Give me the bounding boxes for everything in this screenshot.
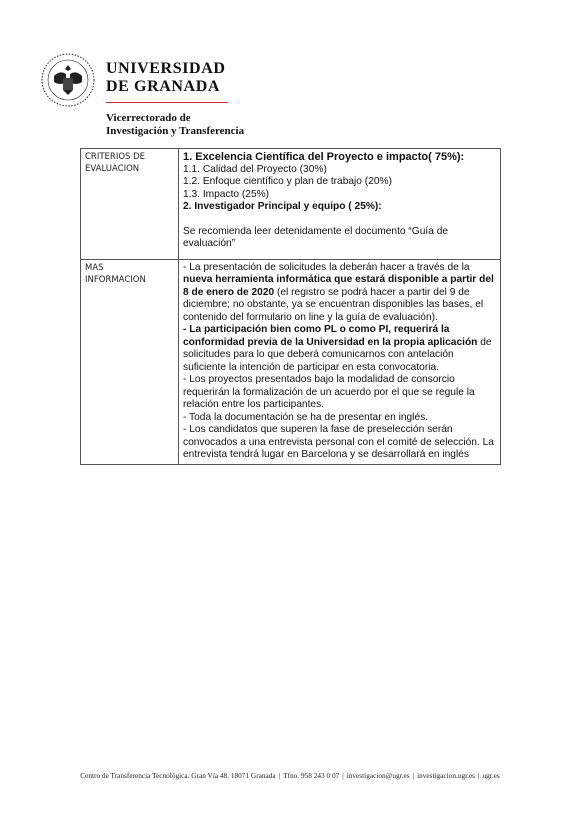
criteria-title-2: 2. Investigador Principal y equipo ( 25%): [183, 201, 382, 212]
info-paragraph: - Los candidatos que superen la fase de preselección serán convocados a una entrevista personal con el comité de selección. La entrevista tendrá lugar en Barcelona y se desarrollará en inglés [183, 424, 494, 460]
university-seal-icon [40, 52, 96, 108]
footer-separator: | [278, 771, 281, 780]
row-label-line: INFORMACION [85, 274, 146, 285]
row-label-line: MAS [85, 262, 104, 273]
footer-site: investigacion.ugr.es [417, 771, 476, 780]
info-paragraph [183, 262, 497, 325]
row-label-line: CRITERIOS DE [85, 152, 146, 162]
criteria-item: 1.3. Impacto (25%) [183, 188, 270, 200]
info-table [80, 148, 501, 465]
page-footer [0, 771, 580, 780]
footer-domain: ugr.es [482, 771, 500, 780]
office-name [106, 112, 244, 138]
footer-separator: | [342, 771, 344, 780]
header-divider [106, 102, 228, 103]
table-row [81, 259, 501, 464]
footer-phone: Tfno. 958 243 0 07 [283, 771, 340, 780]
info-text: - La presentación de solicitudes la deberán hacer a través de la [183, 261, 470, 273]
info-paragraph: - Los proyectos presentados bajo la modalidad de consorcio requerirán la formalización de un acuerdo por el que se regule la relación entre los participantes. [183, 374, 475, 410]
footer-separator: | [412, 771, 415, 780]
info-text: de solicitudes para lo que deberá comunicarnos con antelación suficiente la intención de participar en esta convocatoria. [183, 336, 492, 373]
university-name-line1: UNIVERSIDAD [106, 60, 226, 77]
office-name-line2: Investigación y Transferencia [106, 125, 245, 137]
university-name [106, 60, 226, 96]
info-text-bold: - La participación bien como PL o como PI, requerirá la conformidad previa de la Universidad en la propia aplicación [183, 324, 478, 348]
row-content [179, 259, 501, 464]
footer-email: investigacion@ugr.es [346, 771, 410, 780]
info-paragraph: - Toda la documentación se ha de presentar en inglés. [183, 411, 429, 423]
info-text: (el registro se podrá hacer a partir del 9 de diciembre; no obstante, ya se encuentran disponibles las bases, el contenido del formulario on line y la guía de evaluación). [183, 286, 484, 323]
criteria-note: Se recomienda leer detenidamente el documento “Guía de evaluación” [183, 225, 449, 249]
info-text-bold: nueva herramienta informática que estará disponible a partir del 8 de enero de 2020 [183, 274, 494, 298]
row-label-line: EVALUACION [85, 164, 140, 174]
row-content [179, 149, 501, 260]
footer-separator: | [478, 771, 480, 780]
info-paragraph [183, 324, 497, 374]
criteria-title: 1. Excelencia Científica del Proyecto e impacto( 75%): [183, 151, 465, 163]
row-label [81, 149, 179, 260]
criteria-item: 1.2. Enfoque científico y plan de trabajo (20%) [183, 176, 392, 187]
table-row [81, 149, 501, 260]
footer-address: Centro de Transferencia Tecnológica. Gran Vía 48. 18071 Granada [80, 771, 276, 780]
office-name-line1: Vicerrectorado de [106, 112, 191, 124]
row-label [81, 259, 179, 464]
criteria-item: 1.1. Calidad del Proyecto (30%) [183, 163, 327, 175]
university-header [40, 52, 250, 108]
university-name-line2: DE GRANADA [106, 78, 220, 95]
